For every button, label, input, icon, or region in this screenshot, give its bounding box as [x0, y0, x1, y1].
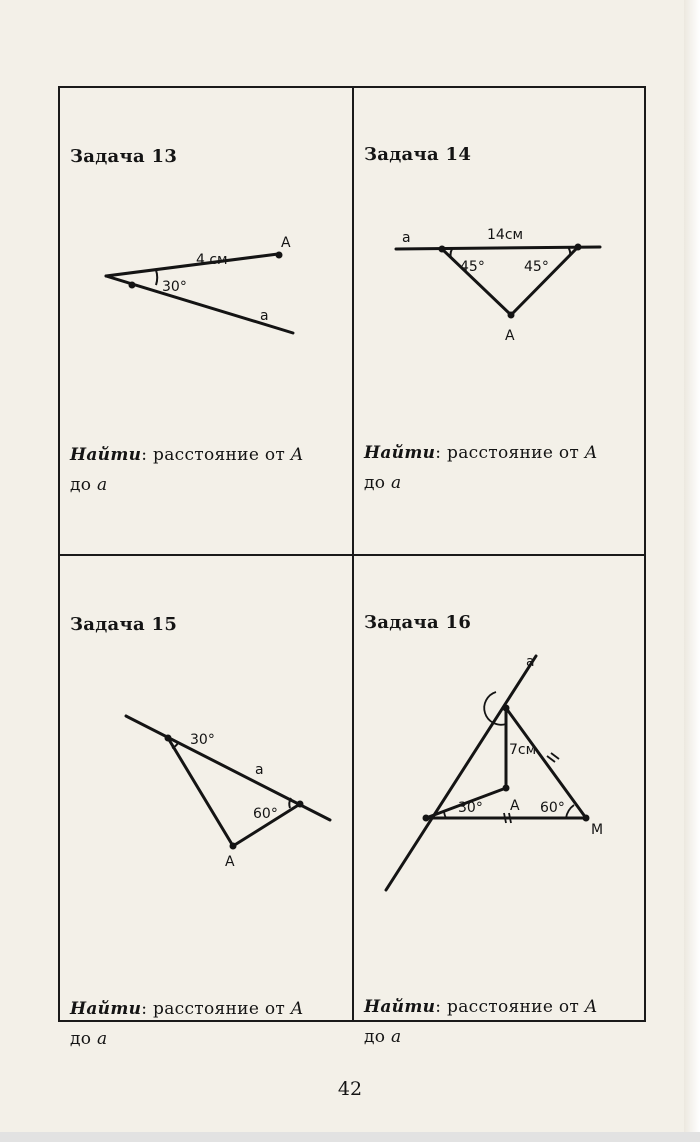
line-a	[386, 656, 536, 890]
point-a	[508, 312, 515, 319]
page-edge	[684, 0, 700, 1142]
label-angle-left: 30°	[458, 800, 483, 816]
label-angle-left: 45°	[460, 259, 485, 275]
label-point-a: A	[510, 798, 520, 814]
problem-14-title: Задача 14	[364, 144, 472, 165]
problem-16-diagram	[354, 556, 646, 1022]
label-line-a: a	[260, 308, 269, 324]
label-length: 14см	[487, 227, 524, 243]
problem-13-title: Задача 13	[70, 146, 178, 167]
label-point-a: A	[505, 328, 515, 344]
ray-to-point-a	[106, 254, 278, 276]
find-label: Найти	[364, 997, 436, 1017]
point-a	[276, 252, 283, 259]
label-line-a: a	[402, 230, 411, 246]
label-point-m: M	[591, 822, 604, 838]
find-label: Найти	[70, 999, 142, 1019]
label-point-a: A	[281, 235, 291, 251]
point-a	[230, 843, 237, 850]
problem-13-cell	[60, 88, 352, 554]
problem-16-title: Задача 16	[364, 612, 472, 633]
problem-15-diagram	[60, 556, 352, 1022]
problem-16-task: Найти: расстояние от A до a	[364, 997, 598, 1047]
label-angle-right: 60°	[253, 806, 278, 822]
label-angle-right: 45°	[524, 259, 549, 275]
problem-15-cell	[60, 556, 352, 1049]
bottom-edge	[0, 1132, 700, 1142]
find-label: Найти	[364, 443, 436, 463]
problem-14-cell	[354, 88, 646, 554]
problem-16-cell	[354, 556, 646, 1047]
problem-15-title: Задача 15	[70, 614, 178, 635]
label-point-a: A	[225, 854, 235, 870]
point-m	[583, 815, 590, 822]
segment-right	[511, 247, 578, 315]
label-angle: 30°	[162, 279, 187, 295]
label-angle-right: 60°	[540, 800, 565, 816]
label-length: 7см	[509, 742, 537, 758]
angle-arc	[156, 270, 157, 285]
label-line-a: a	[255, 762, 264, 778]
find-label: Найти	[70, 445, 142, 465]
problem-13-task: Найти: расстояние от A до a	[70, 445, 304, 495]
point-a	[503, 785, 510, 792]
label-length: 4 см	[196, 252, 228, 268]
problem-15-task: Найти: расстояние от A до a	[70, 999, 304, 1049]
label-line-a: a	[526, 654, 535, 670]
problems-grid	[58, 86, 646, 1049]
vertex-point	[129, 282, 136, 289]
problem-14-task: Найти: расстояние от A до a	[364, 443, 598, 493]
label-angle-top: 30°	[190, 732, 215, 748]
page-number: 42	[337, 1078, 363, 1100]
